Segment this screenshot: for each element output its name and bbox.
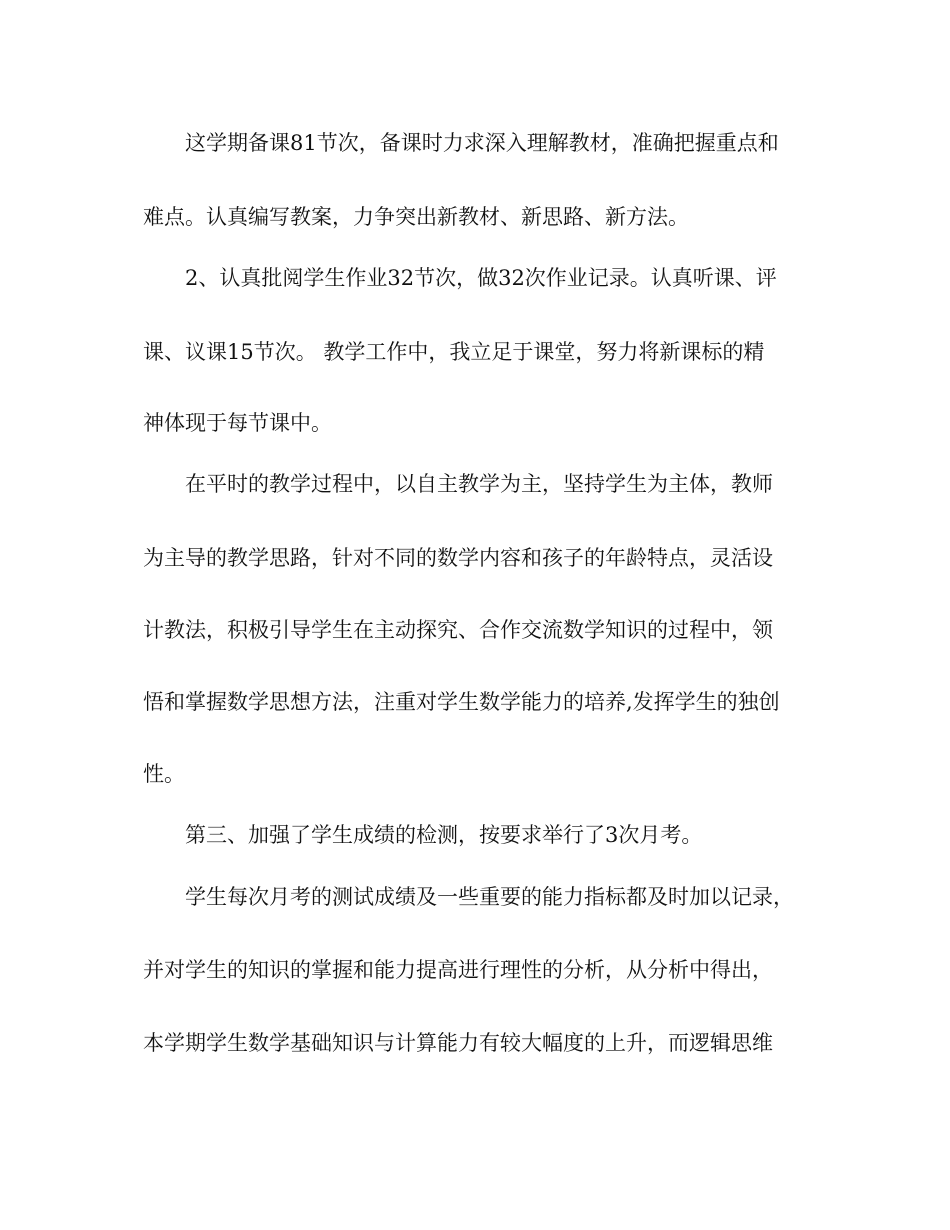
text-line: 2、认真批阅学生作业32节次，做32次作业记录。认真听课、评: [185, 266, 777, 290]
text-line: 在平时的教学过程中，以自主教学为主，坚持学生为主体，教师: [185, 472, 773, 496]
text-line: 神体现于每节课中。: [143, 411, 332, 435]
text-line: 为主导的教学思路，针对不同的数学内容和孩子的年龄特点，灵活设: [143, 546, 773, 570]
text-line: 并对学生的知识的掌握和能力提高进行理性的分析，从分析中得出，: [143, 958, 773, 982]
text-line: 难点。认真编写教案，力争突出新教材、新思路、新方法。: [143, 205, 689, 229]
text-line: 学生每次月考的测试成绩及一些重要的能力指标都及时加以记录，: [185, 885, 794, 909]
text-line: 计教法，积极引导学生在主动探究、合作交流数学知识的过程中，领: [143, 618, 773, 642]
text-line: 第三、加强了学生成绩的检测，按要求举行了3次月考。: [185, 823, 703, 847]
text-line: 性。: [143, 762, 185, 786]
text-line: 悟和掌握数学思想方法，注重对学生数学能力的培养,发挥学生的独创: [143, 690, 780, 714]
text-line: 本学期学生数学基础知识与计算能力有较大幅度的上升，而逻辑思维: [143, 1031, 773, 1055]
text-line: 这学期备课81节次，备课时力求深入理解教材，准确把握重点和: [185, 131, 779, 155]
text-line: 课、议课15节次。 教学工作中，我立足于课堂，努力将新课标的精: [143, 340, 765, 364]
